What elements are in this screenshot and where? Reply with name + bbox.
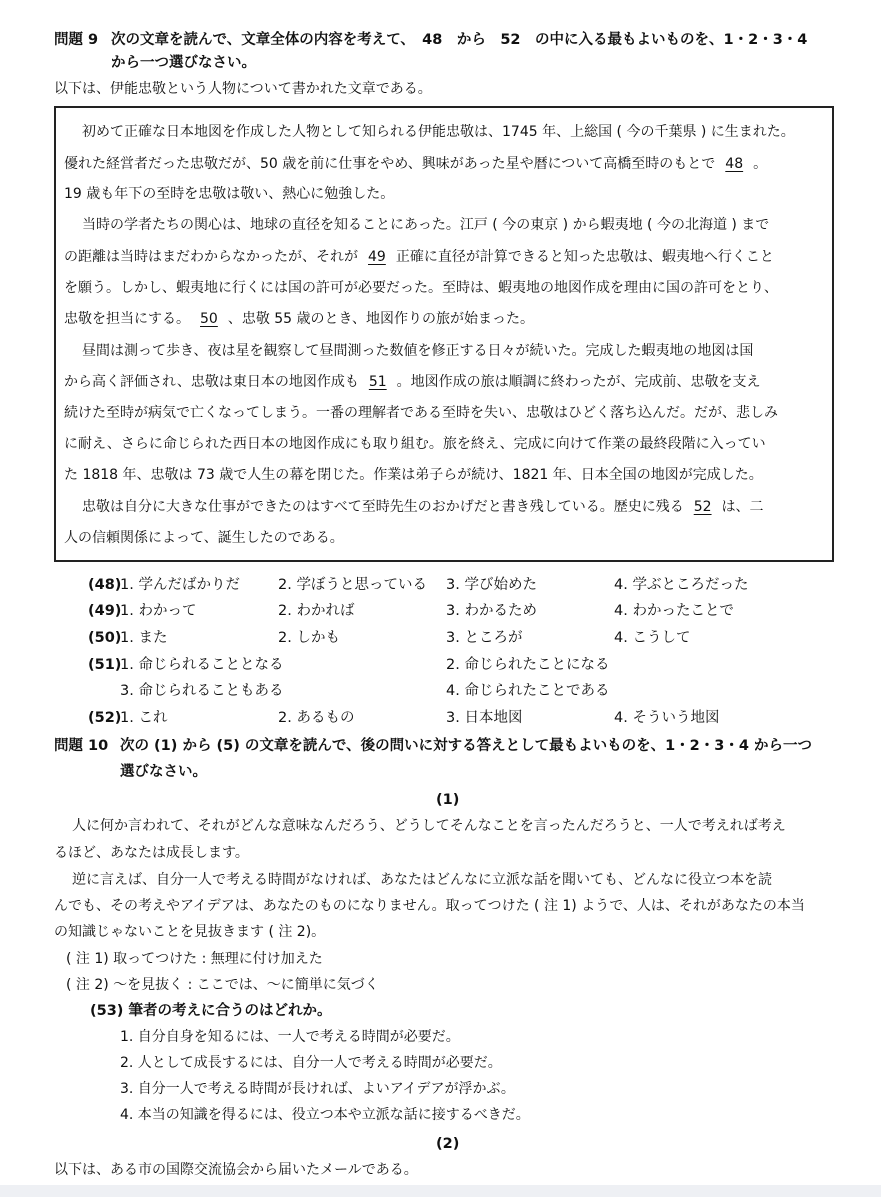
- passage-line: 人の信頼関係によって、誕生したのである。: [64, 530, 344, 546]
- q10-instruction-line2: 選びなさい。: [120, 764, 207, 780]
- answer-53-4[interactable]: 4. 本当の知識を得るには、役立つ本や立派な話に接するべきだ。: [120, 1107, 530, 1123]
- passage-line: を願う。しかし、蝦夷地に行くには国の許可が必要だった。至時は、蝦夷地の地図作成を理由に国の許可をとり、: [64, 280, 778, 296]
- q9-instruction-line2: から一つ選びなさい。: [111, 55, 256, 71]
- passage-text: 、忠敬 55 歳のとき、地図作りの旅が始まった。: [227, 311, 534, 327]
- option-52-4[interactable]: 4. そういう地図: [614, 710, 720, 726]
- option-50-1[interactable]: 1. また: [120, 630, 168, 646]
- passage-line: 初めて正確な日本地図を作成した人物として知られる伊能忠敬は、1745 年、上総国 ( 今の千葉県 ) に生まれた。: [82, 124, 795, 140]
- note-1: ( 注 1) 取ってつけた : 無理に付け加えた: [66, 951, 323, 967]
- passage-box: [54, 106, 834, 562]
- blank-51: 51: [368, 374, 387, 390]
- option-52-1[interactable]: 1. これ: [120, 710, 168, 726]
- passage-line: [64, 247, 774, 267]
- q9-intro: 以下は、伊能忠敬という人物について書かれた文章である。: [54, 81, 432, 97]
- blank-50: 50: [200, 311, 218, 327]
- passage-line: 続けた至時が病気で亡くなってしまう。一番の理解者である至時を失い、忠敬はひどく落ち込んだ。だが、悲しみ: [64, 405, 778, 421]
- section-2-intro: 以下は、ある市の国際交流協会から届いたメールである。: [54, 1162, 418, 1178]
- page-bottom-strip: [0, 1185, 881, 1197]
- option-number-52: (52): [88, 710, 122, 726]
- passage-text: から高く評価され、忠敬は東日本の地図作成も: [64, 374, 359, 390]
- option-51-2[interactable]: 2. 命じられたことになる: [446, 657, 610, 673]
- option-number-49: (49): [88, 603, 122, 619]
- passage-line: [64, 309, 534, 329]
- q9-instruction-line1: 次の文章を読んで、文章全体の内容を考えて、 48 から 52 の中に入る最もよいものを、1・2・3・4: [111, 32, 808, 48]
- note-2: ( 注 2) ～を見抜く : ここでは、～に簡単に気づく: [66, 977, 379, 993]
- passage-line: 19 歳も年下の至時を忠敬は敬い、熱心に勉強した。: [64, 186, 395, 202]
- passage-text: 優れた経営者だった忠敬だが、50 歳を前に仕事をやめ、興味があった星や暦について高橋至時のもとで: [64, 156, 716, 172]
- q9-label: 問題 9: [54, 32, 99, 48]
- answer-53-3[interactable]: 3. 自分一人で考える時間が長ければ、よいアイデアが浮かぶ。: [120, 1081, 515, 1097]
- option-50-2[interactable]: 2. しかも: [278, 630, 340, 646]
- section-1-paragraph: 逆に言えば、自分一人で考える時間がなければ、あなたはどんなに立派な話を聞いても、どんなに役立つ本を読: [72, 872, 772, 888]
- q10-label: 問題 10: [54, 738, 109, 754]
- section-1-paragraph: るほど、あなたは成長します。: [54, 845, 249, 861]
- option-50-4[interactable]: 4. こうして: [614, 630, 691, 646]
- section-1-paragraph: んでも、その考えやアイデアは、あなたのものになりません。取ってつけた ( 注 1) ようで、人は、それがあなたの本当: [54, 898, 805, 914]
- option-49-2[interactable]: 2. わかれば: [278, 603, 355, 619]
- passage-line: 昼間は測って歩き、夜は星を観察して昼間測った数値を修正する日々が続いた。完成した蝦夷地の地図は国: [82, 343, 754, 359]
- passage-text: 。: [753, 156, 768, 172]
- blank-52: 52: [693, 499, 712, 515]
- option-number-51: (51): [88, 657, 122, 673]
- option-51-4[interactable]: 4. 命じられたことである: [446, 683, 610, 699]
- passage-line: に耐え、さらに命じられた西日本の地図作成にも取り組む。旅を終え、完成に向けて作業の最終段階に入ってい: [64, 436, 766, 452]
- passage-text: 。地図作成の旅は順調に終わったが、完成前、忠敬を支え: [396, 374, 761, 390]
- passage-text: 忠敬を担当にする。: [64, 311, 190, 327]
- option-52-2[interactable]: 2. あるもの: [278, 710, 355, 726]
- option-48-2[interactable]: 2. 学ぼうと思っている: [278, 577, 427, 593]
- passage-line: た 1818 年、忠敬は 73 歳で人生の幕を閉じた。作業は弟子らが続け、1821 年、日本全国の地図が完成した。: [64, 467, 763, 483]
- blank-48: 48: [725, 156, 744, 172]
- option-51-1[interactable]: 1. 命じられることとなる: [120, 657, 284, 673]
- option-48-1[interactable]: 1. 学んだばかりだ: [120, 577, 240, 593]
- option-number-50: (50): [88, 630, 122, 646]
- section-1-paragraph: 人に何か言われて、それがどんな意味なんだろう、どうしてそんなことを言ったんだろうと、一人で考えれば考え: [72, 818, 786, 834]
- option-49-4[interactable]: 4. わかったことで: [614, 603, 734, 619]
- section-1-heading: (1): [436, 792, 460, 808]
- section-2-heading: (2): [436, 1136, 460, 1152]
- passage-text: 忠敬は自分に大きな仕事ができたのはすべて至時先生のおかげだと書き残している。歴史に残る: [82, 499, 684, 515]
- option-49-1[interactable]: 1. わかって: [120, 603, 197, 619]
- option-number-48: (48): [88, 577, 122, 593]
- passage-line: 当時の学者たちの関心は、地球の直径を知ることにあった。江戸 ( 今の東京 ) から蝦夷地 ( 今の北海道 ) まで: [82, 217, 770, 233]
- passage-text: 正確に直径が計算できると知った忠敬は、蝦夷地へ行くこと: [395, 249, 774, 265]
- option-48-4[interactable]: 4. 学ぶところだった: [614, 577, 749, 593]
- answer-53-2[interactable]: 2. 人として成長するには、自分一人で考える時間が必要だ。: [120, 1055, 502, 1071]
- option-49-3[interactable]: 3. わかるため: [446, 603, 537, 619]
- q10-instruction-line1: 次の (1) から (5) の文章を読んで、後の問いに対する答えとして最もよいものを、1・2・3・4 から一つ: [120, 738, 812, 754]
- passage-text: の距離は当時はまだわからなかったが、それが: [64, 249, 358, 265]
- option-52-3[interactable]: 3. 日本地図: [446, 710, 523, 726]
- answer-53-1[interactable]: 1. 自分自身を知るには、一人で考える時間が必要だ。: [120, 1029, 460, 1045]
- passage-line: [82, 497, 764, 517]
- option-48-3[interactable]: 3. 学び始めた: [446, 577, 537, 593]
- option-50-3[interactable]: 3. ところが: [446, 630, 523, 646]
- passage-text: は、二: [721, 499, 764, 515]
- passage-line: [64, 372, 761, 392]
- passage-line: [64, 154, 767, 174]
- section-1-paragraph: の知識じゃないことを見抜きます ( 注 2)。: [54, 924, 326, 940]
- blank-49: 49: [368, 249, 386, 265]
- option-51-3[interactable]: 3. 命じられることもある: [120, 683, 284, 699]
- question-53: (53) 筆者の考えに合うのはどれか。: [90, 1003, 332, 1019]
